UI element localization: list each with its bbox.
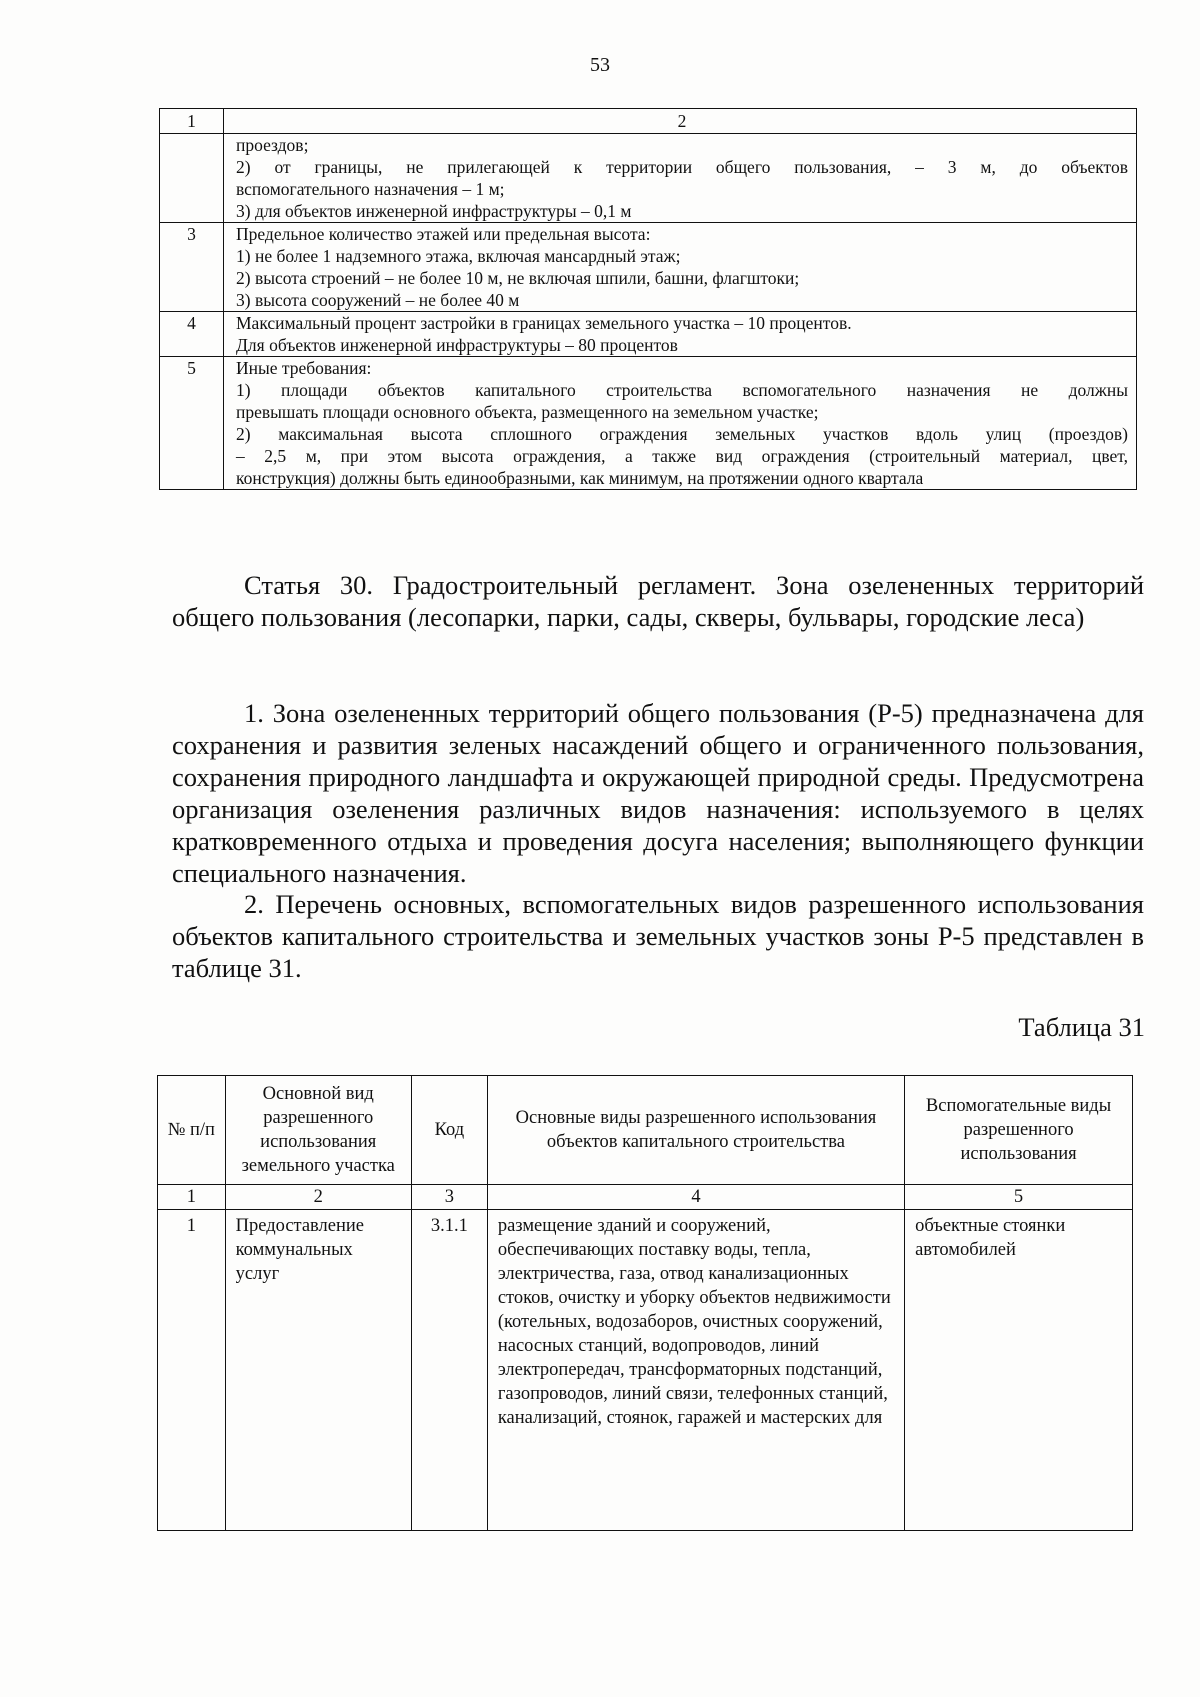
column-number: 5 xyxy=(905,1185,1133,1210)
header-number: № п/п xyxy=(158,1076,226,1185)
header-code: Код xyxy=(411,1076,487,1185)
table-header-row xyxy=(160,109,1137,134)
row-number xyxy=(160,134,224,223)
table-header-row xyxy=(158,1076,1133,1185)
page-number: 53 xyxy=(590,54,610,76)
code-cell: 3.1.1 xyxy=(411,1210,487,1531)
text-line: 2) высота строений – не более 10 м, не включая шпили, башни, флагштоки; xyxy=(236,268,800,288)
column-numbers-row xyxy=(158,1185,1133,1210)
row-content xyxy=(224,134,1137,223)
text-line: Иные требования: xyxy=(236,358,372,378)
text-line: Максимальный процент застройки в границах земельного участка – 10 процентов. xyxy=(236,313,852,333)
paragraph-1: 1. Зона озелененных территорий общего пользования (Р-5) предназначена для сохранения и развития зеленых насаждений общего и ограниченного пользования, сохранения природного ландшафта и окружающей природной среды. Предусмотрена организация озеленения различных видов назначения: используемого в целях кратковременного отдыха и проведения досуга населения; выполняющего функции специального назначения. xyxy=(172,698,1144,888)
row-number: 5 xyxy=(160,357,224,490)
main-use-cell: Предоставление коммунальных услуг xyxy=(225,1210,411,1531)
row-number: 3 xyxy=(160,223,224,312)
table-row xyxy=(160,312,1137,357)
column-number: 3 xyxy=(411,1185,487,1210)
text-line: Для объектов инженерной инфраструктуры – 80 процентов xyxy=(236,335,678,355)
text-line: проездов; xyxy=(236,135,309,155)
header-main-objects: Основные виды разрешенного использования объектов капитального строительства xyxy=(487,1076,904,1185)
text-line: 1) не более 1 надземного этажа, включая мансардный этаж; xyxy=(236,246,681,266)
column-number-2: 2 xyxy=(224,109,1137,134)
text-line: 3) высота сооружений – не более 40 м xyxy=(236,290,520,310)
text-line: конструкция) должны быть единообразными, как минимум, на протяжении одного квартала xyxy=(236,468,924,488)
article-heading: Статья 30. Градостроительный регламент. Зона озелененных территорий общего пользования (лесопарки, парки, сады, скверы, бульвары, городские леса) xyxy=(172,570,1144,632)
row-content xyxy=(224,312,1137,357)
header-main-use: Основной вид разрешенного использования земельного участка xyxy=(225,1076,411,1185)
text-line: 2) от границы, не прилегающей к территории общего пользования, – 3 м, до объектов xyxy=(236,157,1128,177)
column-number: 2 xyxy=(225,1185,411,1210)
main-objects-cell: размещение зданий и сооружений, обеспечивающих поставку воды, тепла, электричества, газа, отвод канализационных стоков, очистку и уборку объектов недвижимости (котельных, водозаборов, очистных сооружений, насосных станций, водопроводов, линий электропередач, трансформаторных подстанций, газопроводов, линий связи, телефонных станций, канализаций, стоянок, гаражей и мастерских для xyxy=(487,1210,904,1531)
table-row xyxy=(160,223,1137,312)
row-content xyxy=(224,223,1137,312)
regulation-table-continuation xyxy=(159,108,1137,490)
row-content xyxy=(224,357,1137,490)
row-number: 1 xyxy=(158,1210,226,1531)
column-number-1: 1 xyxy=(160,109,224,134)
text-line: – 2,5 м, при этом высота ограждения, а также вид ограждения (строительный материал, цвет, xyxy=(236,446,1128,466)
column-number: 1 xyxy=(158,1185,226,1210)
table-caption: Таблица 31 xyxy=(1018,1012,1145,1042)
text-line: превышать площади основного объекта, размещенного на земельном участке; xyxy=(236,402,819,422)
table-31 xyxy=(157,1075,1133,1531)
text-line: вспомогательного назначения – 1 м; xyxy=(236,179,505,199)
header-auxiliary: Вспомогательные виды разрешенного использования xyxy=(905,1076,1133,1185)
table-row xyxy=(160,357,1137,490)
text-line: 3) для объектов инженерной инфраструктуры – 0,1 м xyxy=(236,201,632,221)
auxiliary-cell: объектные стоянки автомобилей xyxy=(905,1210,1133,1531)
column-number: 4 xyxy=(487,1185,904,1210)
text-line: Предельное количество этажей или предельная высота: xyxy=(236,224,651,244)
paragraph-2: 2. Перечень основных, вспомогательных видов разрешенного использования объектов капитального строительства и земельных участков зоны Р-5 представлен в таблице 31. xyxy=(172,889,1144,983)
text-line: 2) максимальная высота сплошного ограждения земельных участков вдоль улиц (проездов) xyxy=(236,424,1128,444)
table-row xyxy=(158,1210,1133,1531)
text-line: 1) площади объектов капитального строительства вспомогательного назначения не должны xyxy=(236,380,1128,400)
table-row xyxy=(160,134,1137,223)
row-number: 4 xyxy=(160,312,224,357)
